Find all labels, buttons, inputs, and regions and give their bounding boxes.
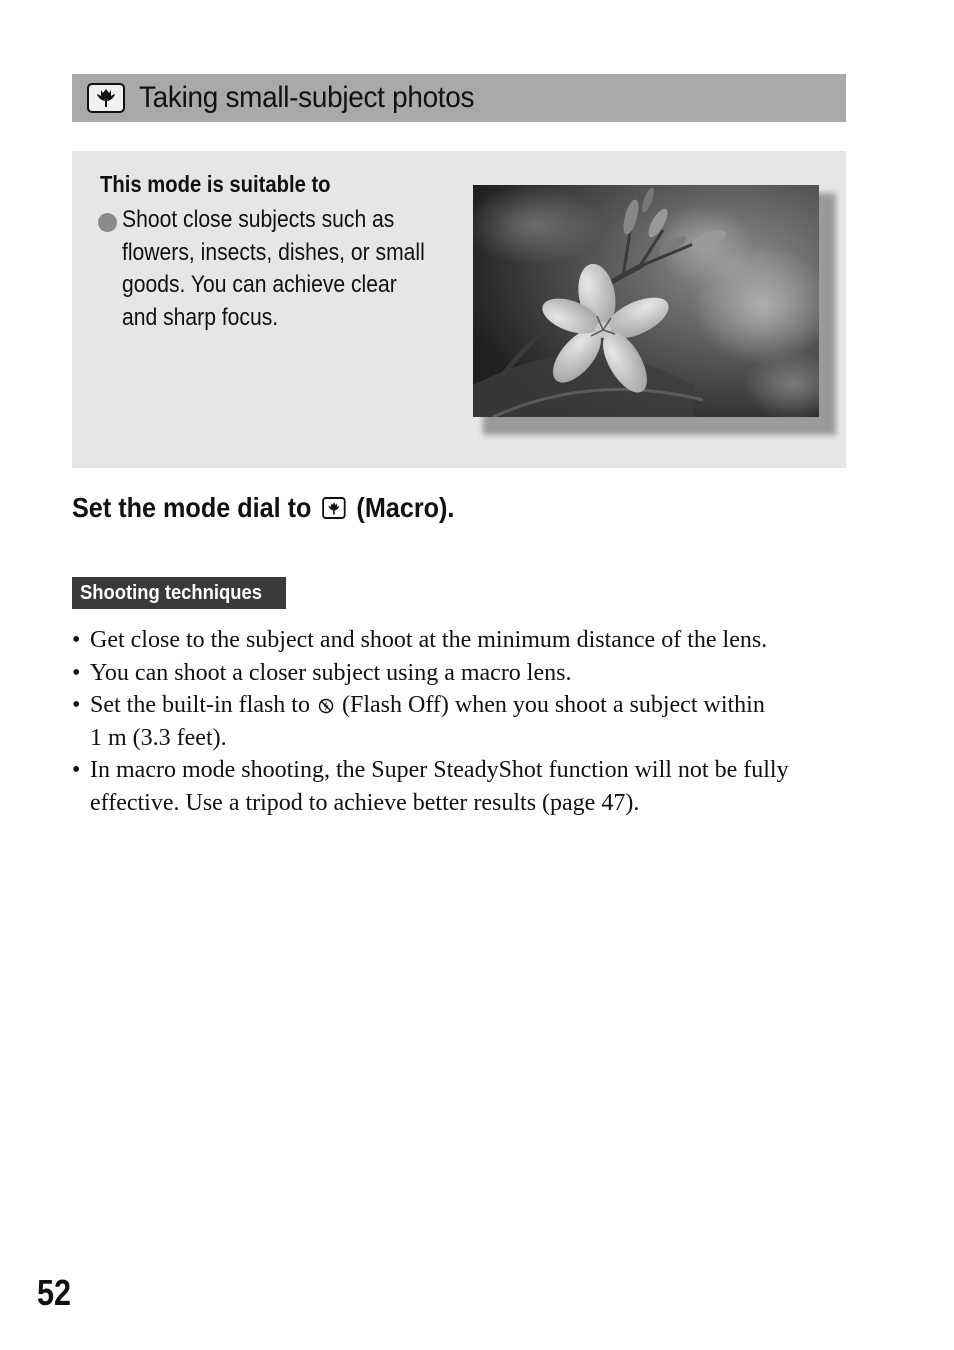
list-item: • You can shoot a closer subject using a macro lens. bbox=[72, 657, 862, 690]
bullet-dot-icon bbox=[98, 207, 109, 218]
flash-off-icon bbox=[318, 698, 334, 714]
page-number: 52 bbox=[37, 1272, 72, 1313]
suitability-text: Shoot close subjects such as flowers, insects, dishes, or small goods. You can achieve clear and sharp focus. bbox=[122, 206, 425, 331]
instruction-prefix: Set the mode dial to bbox=[72, 492, 312, 523]
list-item: • Get close to the subject and shoot at the minimum distance of the lens. bbox=[72, 624, 862, 657]
macro-tulip-icon bbox=[87, 83, 125, 113]
section-title-bar bbox=[72, 74, 846, 122]
flower-photo bbox=[473, 185, 819, 417]
macro-tulip-icon bbox=[322, 497, 345, 519]
list-item: • Set the built-in flash to (Flash Off) when you shoot a subject within 1 m (3.3 feet). bbox=[72, 689, 862, 754]
techniques-list bbox=[72, 624, 862, 819]
suitability-heading: This mode is suitable to bbox=[100, 171, 331, 197]
mode-dial-instruction bbox=[72, 492, 454, 524]
instruction-suffix: (Macro). bbox=[356, 492, 455, 523]
page-title: Taking small-subject photos bbox=[139, 81, 475, 114]
shooting-techniques-label: Shooting techniques bbox=[72, 577, 286, 609]
list-item: • In macro mode shooting, the Super SteadyShot function will not be fully effective. Use a tripod to achieve better results (page 47). bbox=[72, 754, 862, 819]
